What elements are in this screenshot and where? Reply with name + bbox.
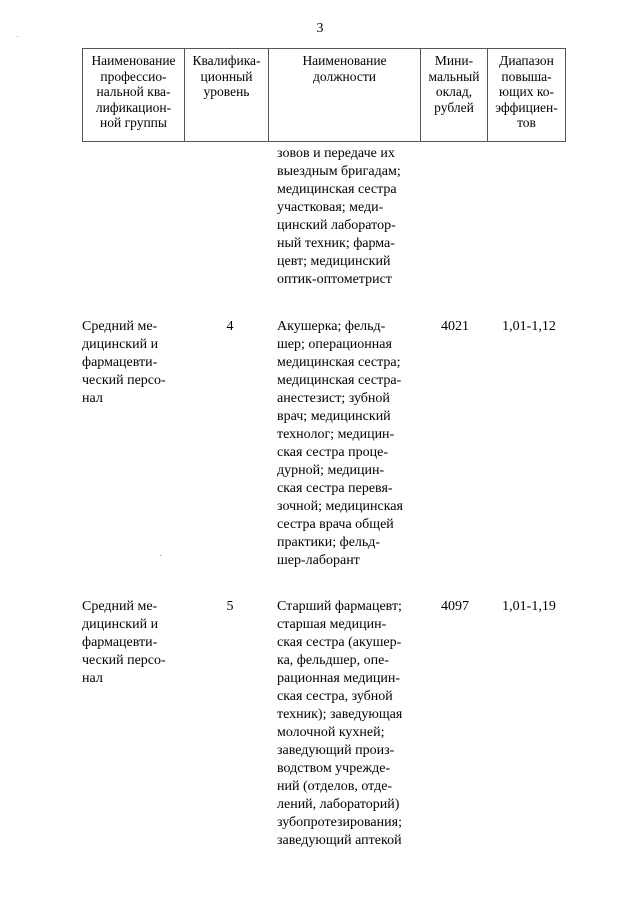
page-number: 3 [316, 21, 324, 36]
header-range-column [487, 49, 565, 141]
row-1-salary: 4021 [441, 319, 469, 334]
header-salary-column [420, 49, 487, 141]
row-2-positions: Старший фармацевт; старшая медицин- ская сестра (акушер- ка, фельдшер, опе- рационная медицин- ская сестра, зубной техник); заведующая молочной кухней; заведующий произ- водством учрежде- ний (отделов, отде- лений, лабораторий) зубопротезирования; заведующий аптекой [277, 599, 403, 848]
continuation-positions: зовов и передаче их выездным бригадам; медицинская сестра участковая; меди- цинский лаборатор- ный техник; фарма- цевт; медицинский оптик-оптометрист [277, 146, 401, 287]
row-1-positions: Акушерка; фельд- шер; операционная медицинская сестра; медицинская сестра- анестезист; зубной врач; медицинский технолог; медицин- ская сестра проце- дурной; медицин- ская сестра перевя- зочной; медицинская сестра врача общей практики; фельд- шер-лаборант [277, 319, 403, 568]
row-2-salary: 4097 [441, 599, 469, 614]
row-2-level: 5 [226, 599, 234, 614]
row-2-range: 1,01-1,19 [502, 599, 556, 614]
header-position-column [268, 49, 420, 141]
header-group-column [83, 49, 184, 141]
row-2-group: Средний ме- дицинский и фармацевти- ческий персо- нал [82, 599, 166, 686]
header-group-label: Наименование профессио- нальной ква- лификацион- ной группы [91, 53, 176, 130]
table-header [82, 48, 566, 142]
header-level-column [184, 49, 268, 141]
header-salary-label: Мини- мальный оклад, рублей [428, 53, 480, 115]
header-position-label: Наименование должности [302, 53, 387, 84]
row-1-group: Средний ме- дицинский и фармацевти- ческий персо- нал [82, 319, 166, 406]
header-range-label: Диапазон повыша- ющих ко- эффициен- тов [495, 53, 558, 130]
row-1-level: 4 [226, 319, 234, 334]
scan-speck [160, 555, 161, 556]
scan-speck [17, 36, 18, 37]
row-1-range: 1,01-1,12 [502, 319, 556, 334]
header-level-label: Квалифика- ционный уровень [192, 53, 261, 99]
